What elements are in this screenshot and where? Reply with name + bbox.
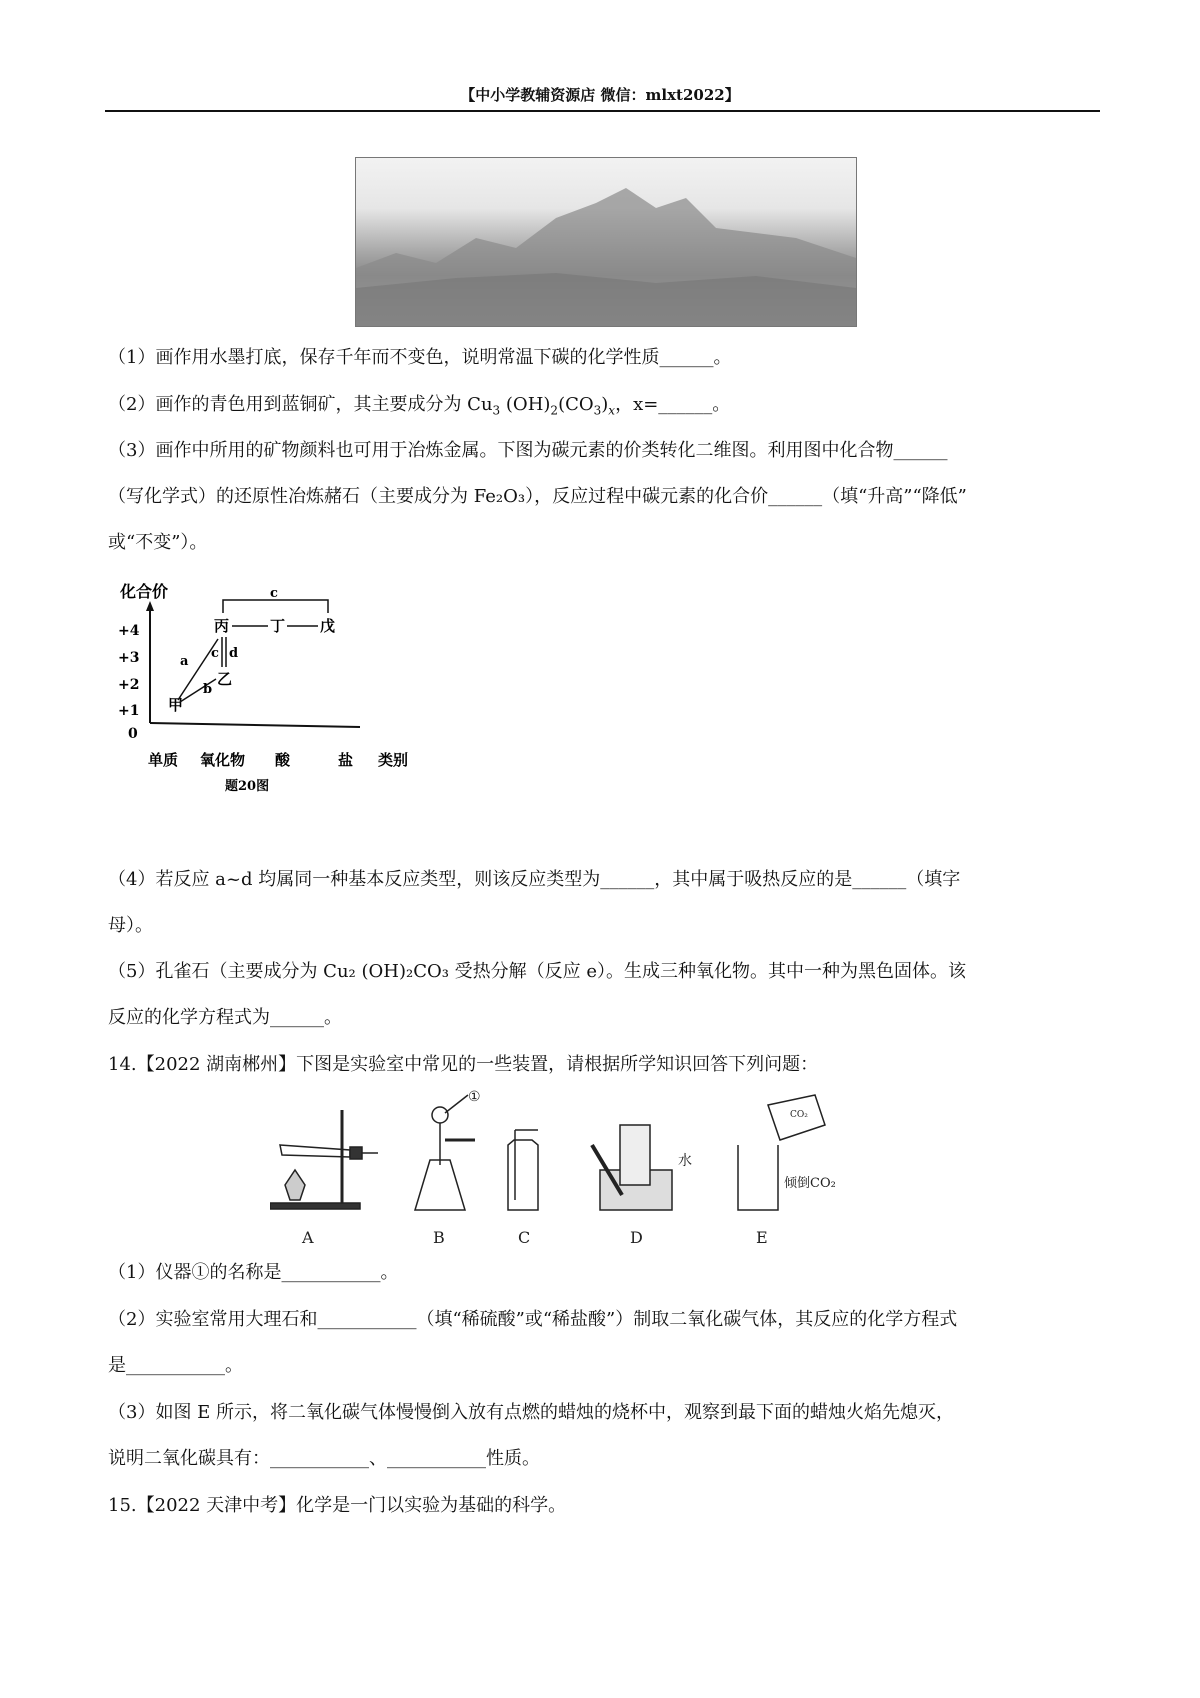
subscript: 3 bbox=[593, 403, 602, 418]
carbon-valence-chart bbox=[110, 575, 430, 835]
apparatus-e bbox=[738, 1095, 836, 1245]
subscript: 2 bbox=[550, 403, 559, 418]
x-axis bbox=[150, 723, 360, 727]
node-jia: 甲 bbox=[168, 696, 184, 714]
chart-caption: 题20图 bbox=[225, 779, 270, 794]
apparatus-c bbox=[508, 1130, 538, 1245]
edge-label-d: d bbox=[229, 646, 239, 661]
x-tick: 类别 bbox=[378, 751, 409, 769]
apparatus-b bbox=[415, 1089, 481, 1245]
x-tick: 盐 bbox=[338, 751, 354, 769]
marker-1: ① bbox=[468, 1089, 481, 1105]
question-14-2-line2: 是___________。 bbox=[108, 1355, 243, 1376]
y-tick: +1 bbox=[118, 703, 140, 719]
x-tick: 氧化物 bbox=[200, 751, 246, 769]
subscript: 3 bbox=[492, 403, 501, 418]
question-13-3-line1: （3）画作中所用的矿物颜料也可用于冶炼金属。下图为碳元素的价类转化二维图。利用图中化合物______ bbox=[108, 440, 948, 461]
edge-label-a: a bbox=[180, 654, 189, 669]
label-b: B bbox=[433, 1228, 445, 1245]
label-a: A bbox=[302, 1228, 314, 1245]
question-13-5-line2: 反应的化学方程式为______。 bbox=[108, 1007, 342, 1028]
x-tick: 酸 bbox=[275, 751, 291, 769]
y-tick: +3 bbox=[118, 650, 140, 666]
question-14-2-line1: （2）实验室常用大理石和___________（填“稀硫酸”或“稀盐酸”）制取二氧化碳气体，其反应的化学方程式 bbox=[108, 1309, 958, 1330]
y-tick: +4 bbox=[118, 623, 140, 639]
water-label: 水 bbox=[678, 1153, 692, 1169]
label-c: C bbox=[518, 1228, 531, 1245]
text: （2）画作的青色用到蓝铜矿，其主要成分为 Cu bbox=[108, 394, 493, 415]
apparatus-a bbox=[270, 1110, 378, 1245]
question-13-5-line1: （5）孔雀石（主要成分为 Cu₂ (OH)₂CO₃ 受热分解（反应 e）。生成三种氧化物。其中一种为黑色固体。该 bbox=[108, 961, 967, 982]
text: (OH) bbox=[500, 394, 551, 415]
page-header: 【中小学教辅资源店 微信：mlxt2022】 bbox=[460, 86, 740, 104]
y-tick: 0 bbox=[128, 726, 138, 742]
question-13-2 bbox=[108, 393, 1098, 423]
edge-label-c: c bbox=[270, 586, 278, 601]
y-axis-arrow bbox=[146, 601, 154, 611]
subscript: x bbox=[608, 403, 616, 418]
y-axis-label: 化合价 bbox=[120, 582, 169, 601]
landscape-painting-image bbox=[355, 157, 857, 327]
question-15-stem: 15.【2022 天津中考】化学是一门以实验为基础的科学。 bbox=[108, 1495, 567, 1516]
x-tick: 单质 bbox=[148, 751, 179, 769]
label-d: D bbox=[630, 1228, 643, 1245]
co2-bottle-label: CO₂ bbox=[790, 1110, 808, 1120]
question-13-3-line3: 或“不变”）。 bbox=[108, 532, 208, 553]
question-13-1: （1）画作用水墨打底，保存千年而不变色，说明常温下碳的化学性质______。 bbox=[108, 347, 732, 368]
question-14-stem: 14.【2022 湖南郴州】下图是实验室中常见的一些装置，请根据所学知识回答下列问题： bbox=[108, 1054, 819, 1075]
node-bing: 丙 bbox=[214, 617, 230, 635]
edge-label-b: b bbox=[203, 682, 213, 697]
text: (CO bbox=[558, 394, 594, 415]
text: ) bbox=[601, 394, 609, 415]
question-14-3-line1: （3）如图 E 所示，将二氧化碳气体慢慢倒入放有点燃的蜡烛的烧杯中，观察到最下面的蜡烛火焰先熄灭， bbox=[108, 1402, 955, 1423]
apparatus-d bbox=[592, 1125, 692, 1245]
label-e: E bbox=[756, 1228, 768, 1245]
question-13-4-line1: （4）若反应 a~d 均属同一种基本反应类型，则该反应类型为______，其中属于吸热反应的是______（填字 bbox=[108, 869, 961, 890]
node-ding: 丁 bbox=[270, 617, 286, 635]
edge-label-c2: c bbox=[211, 646, 219, 661]
question-13-3-line2: （写化学式）的还原性冶炼赭石（主要成分为 Fe₂O₃），反应过程中碳元素的化合价______（填“升高”“降低” bbox=[108, 486, 967, 507]
question-14-3-line2: 说明二氧化碳具有：___________、___________性质。 bbox=[108, 1448, 540, 1469]
lab-apparatus-figure bbox=[270, 1085, 910, 1245]
question-13-4-line2: 母）。 bbox=[108, 915, 153, 936]
pour-co2-label: 倾倒CO₂ bbox=[784, 1176, 836, 1191]
text: ，x=______。 bbox=[615, 394, 731, 415]
edge-e bbox=[223, 600, 328, 613]
y-tick: +2 bbox=[118, 677, 140, 693]
question-14-1: （1）仪器①的名称是___________。 bbox=[108, 1262, 399, 1283]
node-wu: 戊 bbox=[320, 617, 336, 635]
node-yi: 乙 bbox=[217, 670, 233, 688]
header-rule bbox=[105, 110, 1100, 112]
